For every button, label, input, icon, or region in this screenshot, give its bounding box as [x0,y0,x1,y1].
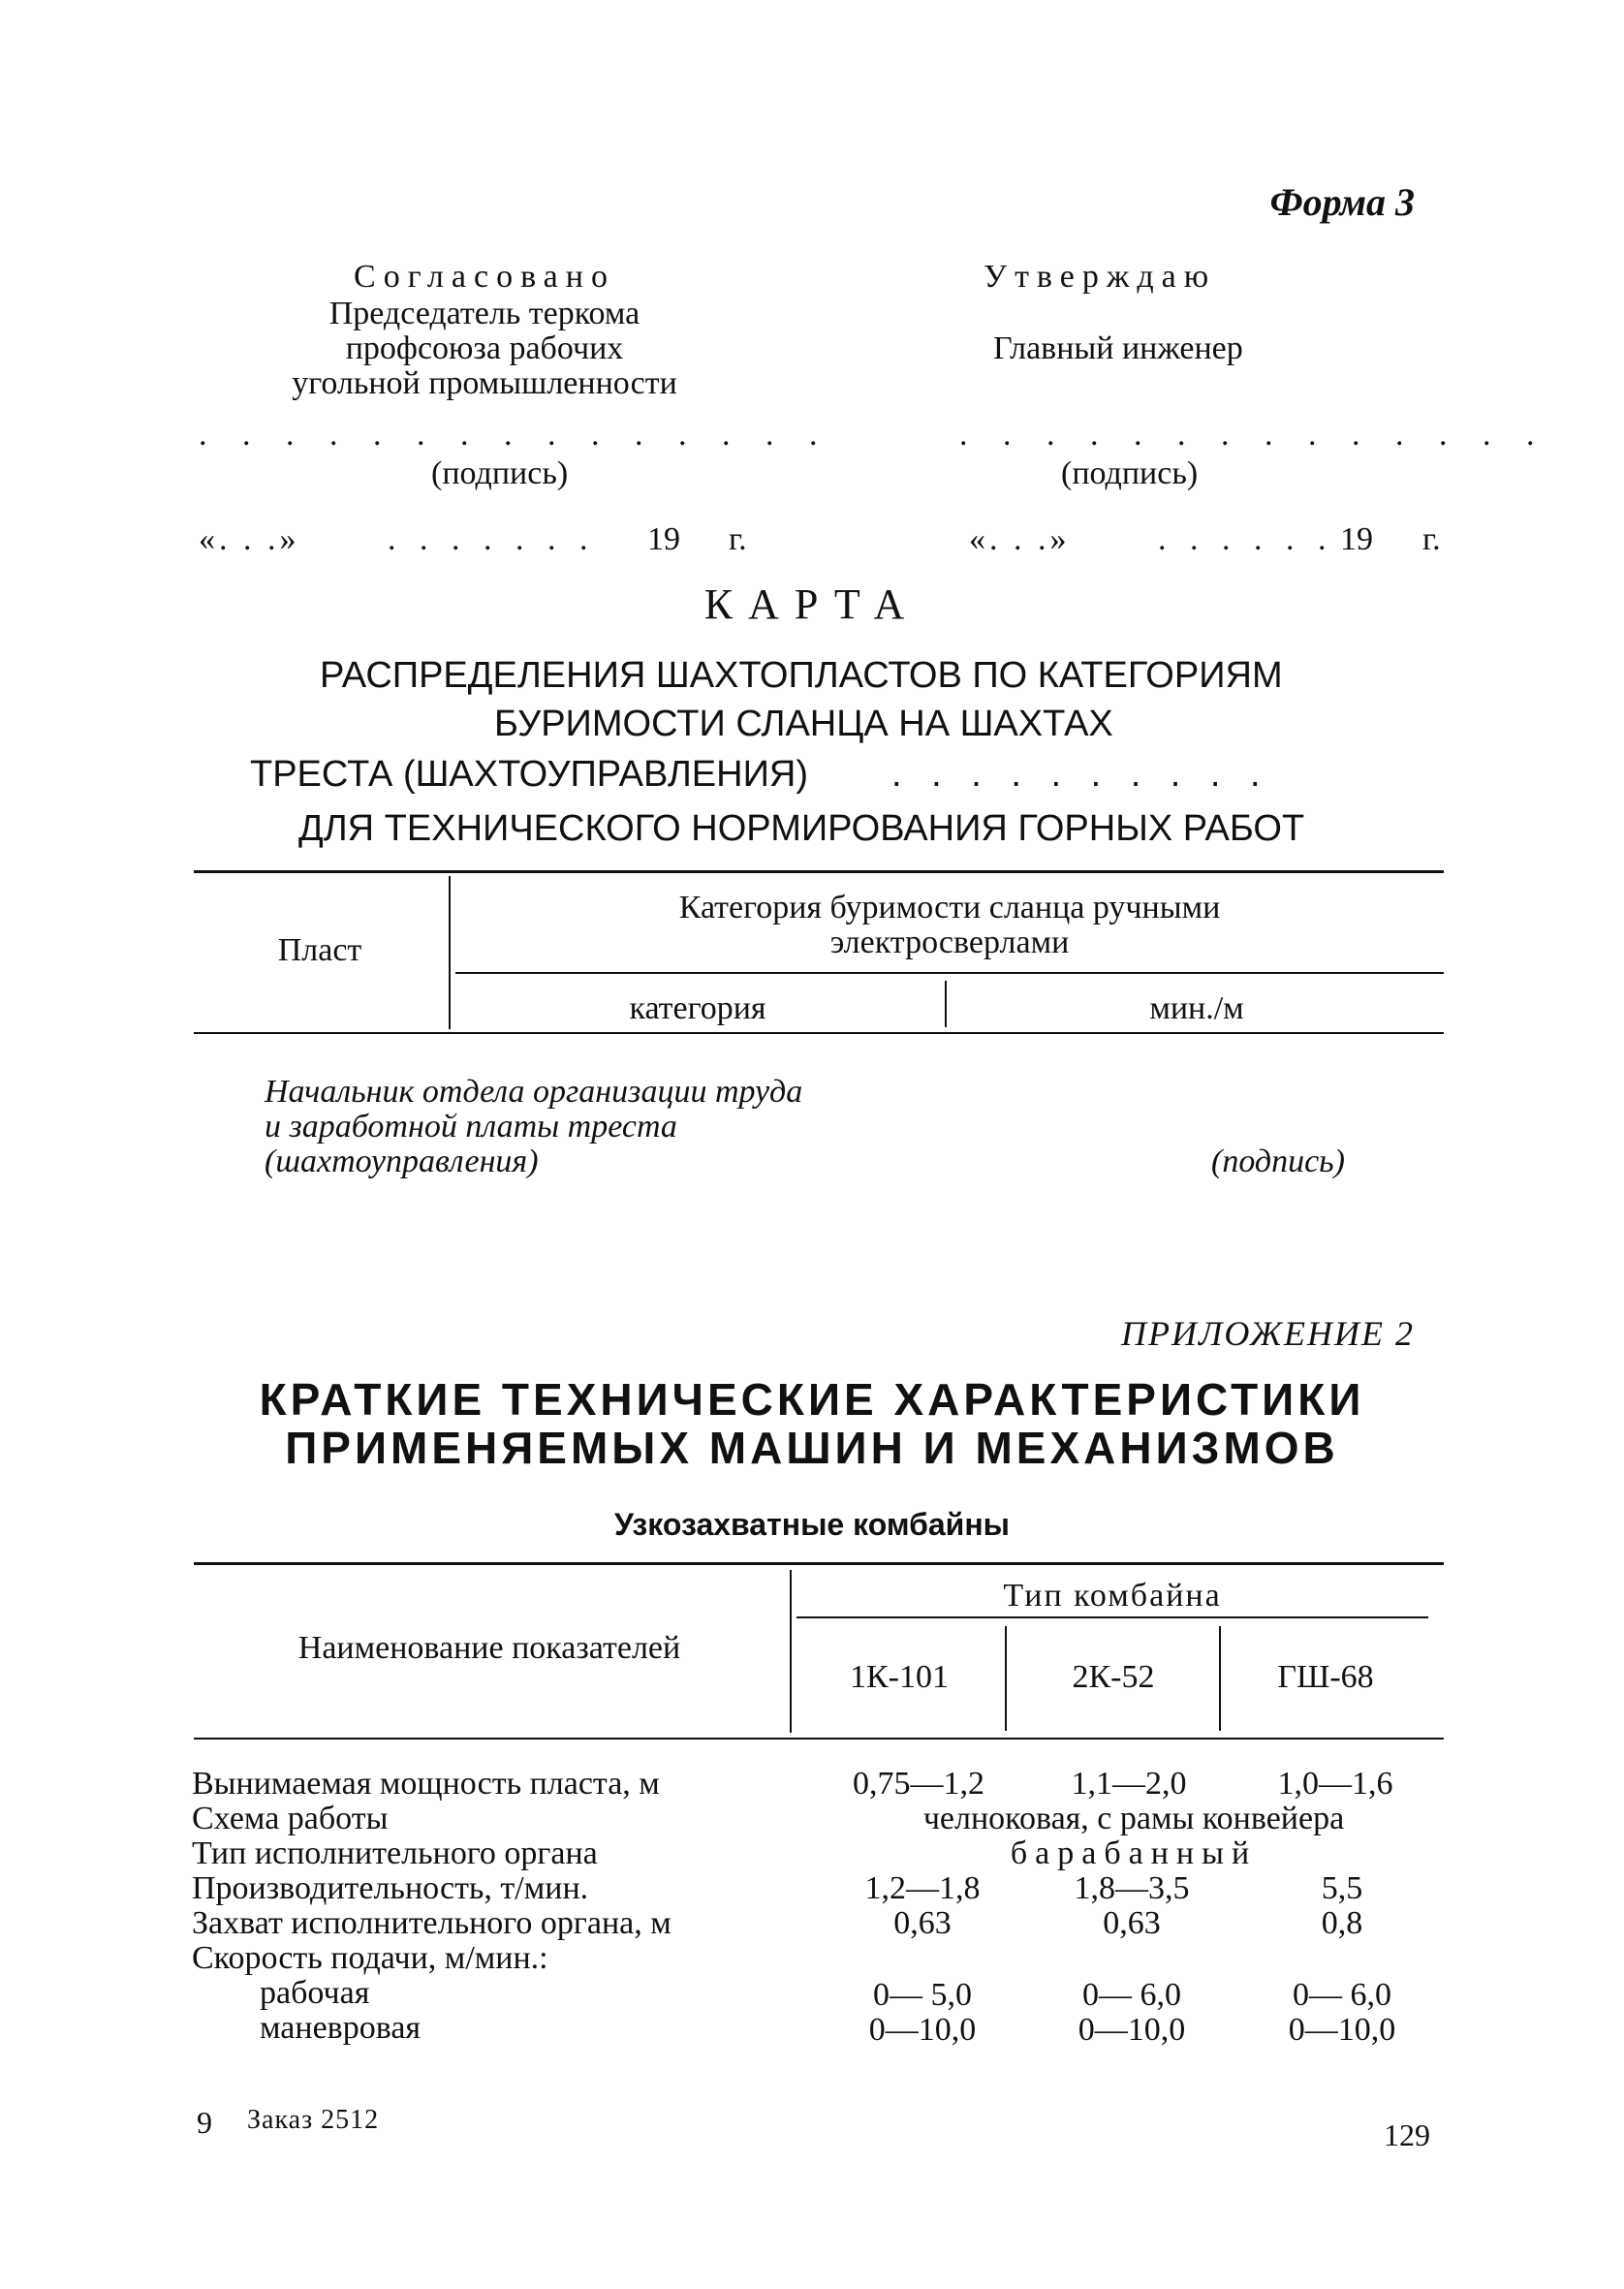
footer-order-label: Заказ 2512 [247,2105,380,2135]
specs-table-model-2: 2К-52 [1072,1659,1155,1695]
spec-row-value: 0,63 [893,1905,952,1941]
card-title-line4: ДЛЯ ТЕХНИЧЕСКОГО НОРМИРОВАНИЯ ГОРНЫХ РАБОТ [298,808,1305,849]
card-title-line3-dots: . . . . . . . . . . [891,754,1270,795]
footer-signature-mark: 9 [197,2105,212,2140]
signoff-line2: и заработной платы треста [265,1109,677,1144]
spec-row-value: 0—10,0 [1288,2012,1396,2048]
approval-left-signature-dots: . . . . . . . . . . . . . . . [199,417,831,453]
signoff-line3: (шахтоуправления) [265,1144,539,1179]
spec-row-value: 0,63 [1103,1905,1161,1941]
page-number: 129 [1384,2117,1430,2152]
approval-right-signature-caption: (подпись) [1061,455,1199,491]
spec-row-label: Вынимаемая мощность пласта, м [192,1766,660,1802]
spec-row-value: 1,8—3,5 [1074,1870,1190,1906]
appendix-title-line1: КРАТКИЕ ТЕХНИЧЕСКИЕ ХАРАКТЕРИСТИКИ [259,1374,1365,1425]
specs-table-top-rule [194,1562,1444,1565]
spec-row-value: 0,75—1,2 [853,1766,984,1802]
spec-row-value: 5,5 [1321,1870,1363,1906]
appendix-title-line2: ПРИМЕНЯЕМЫХ МАШИН И МЕХАНИЗМОВ [285,1423,1339,1473]
specs-table-group-rule [796,1616,1428,1618]
form-label: Форма 3 [1269,180,1415,224]
card-table-vertical-divider [449,876,451,1029]
specs-table-divider-main [790,1570,792,1733]
card-table-top-rule [194,870,1444,873]
approval-left-date-quotes: «. . .» [199,521,300,557]
card-title-line1: РАСПРЕДЕЛЕНИЯ ШАХТОПЛАСТОВ ПО КАТЕГОРИЯМ [320,655,1283,696]
specs-table-header-group: Тип комбайна [1003,1578,1222,1614]
card-title-line2: БУРИМОСТИ СЛАНЦА НА ШАХТАХ [494,704,1113,744]
spec-row-value: 0— 6,0 [1293,1977,1391,2013]
card-table-group-header-line1: Категория буримости сланца ручными [678,890,1221,925]
spec-row-span-value: челноковая, с рамы конвейера [922,1801,1345,1836]
spec-row-value: 1,1—2,0 [1071,1766,1187,1802]
card-table-sub-min-per-m: мин./м [1149,990,1244,1026]
spec-row-value: 0—10,0 [868,2012,977,2048]
card-table-bottom-rule [194,1032,1444,1034]
approval-right-year: 19 [1340,521,1373,557]
approval-left-signature-caption: (подпись) [431,455,569,491]
spec-row-value: 0—10,0 [1077,2012,1186,2048]
spec-row-label: Скорость подачи, м/мин.: [192,1940,548,1976]
approval-right-heading: Утверждаю [984,259,1217,295]
spec-row-value: 0— 5,0 [873,1977,972,2013]
spec-row-label: рабочая [260,1975,370,2011]
approval-left-date-dots: . . . . . . . [388,521,596,557]
signoff-signature: (подпись) [1211,1144,1345,1179]
card-table-mid-rule [455,972,1444,974]
appendix-subtitle: Узкозахватные комбайны [614,1507,1010,1542]
approval-left-line2: профсоюза рабочих [345,330,624,366]
approval-left-heading: Согласовано [354,259,615,295]
card-table-group-header-line2: электросверлами [829,925,1070,960]
card-table-sub-divider [945,981,947,1027]
specs-table-model-1: 1К-101 [850,1659,949,1695]
approval-left-year-suffix: г. [729,521,747,557]
specs-table-header-name: Наименование показателей [297,1630,681,1666]
appendix-label: ПРИЛОЖЕНИЕ 2 [1121,1314,1415,1353]
spec-row-label: маневровая [260,2010,422,2046]
approval-right-date-quotes: «. . .» [969,521,1071,557]
spec-row-label: Схема работы [192,1801,389,1836]
card-table-sub-category: категория [629,990,766,1026]
card-table-col-plast: Пласт [277,932,362,968]
spec-row-value: 1,0—1,6 [1277,1766,1393,1802]
approval-left-line1: Председатель теркома [328,296,640,331]
spec-row-label: Захват исполнительного органа, м [192,1905,671,1941]
signoff-line1: Начальник отдела организации труда [265,1074,803,1110]
specs-table-divider-2 [1005,1626,1007,1731]
spec-row-value: 0,8 [1321,1905,1363,1941]
spec-row-value: 1,2—1,8 [864,1870,981,1906]
spec-row-label: Производительность, т/мин. [192,1870,589,1906]
card-title: КАРТА [703,580,921,628]
approval-right-date-dots: . . . . . . [1158,521,1334,557]
approval-left-year: 19 [647,521,680,557]
spec-row-span-value: барабанный [1010,1835,1258,1871]
approval-right-line1: Главный инженер [993,330,1243,366]
specs-table-divider-3 [1219,1626,1221,1731]
spec-row-value: 0— 6,0 [1082,1977,1181,2013]
specs-table-model-3: ГШ-68 [1277,1659,1374,1695]
approval-left-line3: угольной промышленности [292,365,677,401]
approval-right-signature-dots: . . . . . . . . . . . . . . [959,417,1548,453]
specs-table-header-bottom-rule [194,1738,1444,1740]
card-title-line3: ТРЕСТА (ШАХТОУПРАВЛЕНИЯ) [250,754,808,795]
approval-right-year-suffix: г. [1422,521,1441,557]
spec-row-label: Тип исполнительного органа [192,1835,598,1871]
